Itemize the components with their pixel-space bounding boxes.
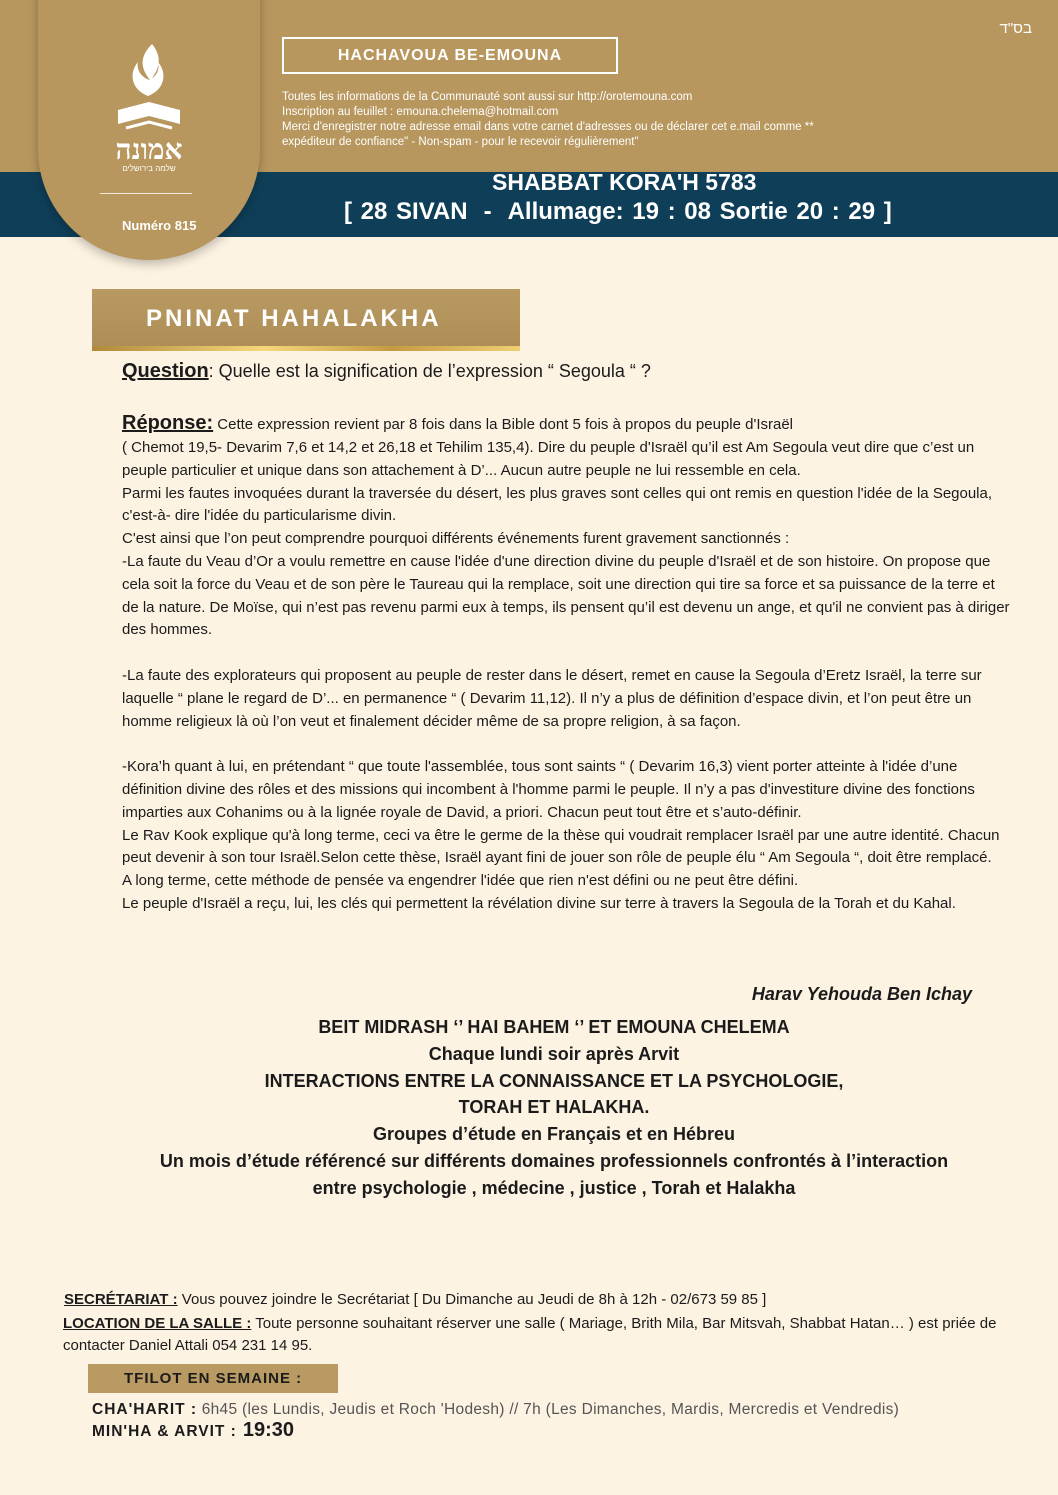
paragraph: C'est ainsi que l’on peut comprendre pourquoi différents événements furent gravement sanctionnés : xyxy=(122,530,790,548)
article-body xyxy=(122,437,1014,916)
paragraph-spacer xyxy=(122,642,1014,665)
paragraph: A long terme, cette méthode de pensée va engendrer l'idée que rien n'est défini ou ne peut être défini. xyxy=(122,872,799,890)
issue-number: Numéro 815 xyxy=(122,218,197,233)
paragraph: -Kora’h quant à lui, en prétendant “ que toute l'assemblée, tous sont saints “ ( Devarim 16,3) vient porter atteinte à l'idée d’une définition divine des rôles et des missions qui incombent à l'homme parmi le peuple. Il n’y a pas d'investiture divine des fonctions imparties aux Cohanims ou à la lignée royale de David, a priori. Chacun peut tout être et s’auto-définir. xyxy=(122,758,975,821)
announcement-line: INTERACTIONS ENTRE LA CONNAISSANCE ET LA PSYCHOLOGIE, xyxy=(264,1070,844,1091)
announcement-line: Groupes d’étude en Français et en Hébreu xyxy=(372,1124,736,1145)
info-block xyxy=(282,90,942,150)
announcement-line: BEIT MIDRASH ‘’ HAI BAHEM ‘’ ET EMOUNA CHELEMA xyxy=(318,1017,790,1037)
chaharit-line xyxy=(92,1401,899,1419)
paragraph: -La faute des explorateurs qui proposent au peuple de rester dans le désert, remet en cause la Segoula d’Eretz Israël, la terre sur laquelle “ plane le regard de D’... en permanence “ ( Devarim 11,12). Il n’y a plus de définition d’espace divin, et l’on peut être un homme religieux là où l’on veut et finalement décider même de sa propre religion, à sa façon. xyxy=(122,666,982,730)
question-label: Question xyxy=(122,360,209,382)
paragraph-spacer xyxy=(122,733,1014,756)
shabbat-times xyxy=(344,198,892,226)
location-text: Toute personne souhaitant réserver une salle ( Mariage, Brith Mila, Bar Mitsvah, Shabbat Hatan… ) est priée de contacter Daniel Attali 054 231 14 95. xyxy=(63,1315,997,1354)
reponse-line xyxy=(122,412,793,435)
announcement-line: entre psychologie , médecine , justice , Torah et Halakha xyxy=(312,1177,796,1198)
question-text: : Quelle est la signification de l’expression “ Segoula “ ? xyxy=(208,361,651,381)
newsletter-title: HACHAVOUA BE-EMOUNA xyxy=(282,37,618,74)
announcement-line: Un mois d’étude référencé sur différents domaines professionnels confrontés à l’interaction xyxy=(159,1150,949,1171)
reponse-label: Réponse: xyxy=(122,412,214,434)
paragraph: Le Rav Kook explique qu'à long terme, ceci va être le germe de la thèse qui voudrait remplacer Israël par une autre identité. Chacun peut devenir à son tour Israël.Selon cette thèse, Israël ayant fini de jouer son rôle de peuple élu “ Am Segoula “, doit être remplacé. xyxy=(122,826,1000,867)
paragraph: -La faute du Veau d’Or a voulu remettre en cause l'idée d'une direction divine du peuple d'Israël et de son histoire. On propose que cela soit la force du Veau et de son père le Taureau qui la remplace, soit une direction qui tire sa force et sa puissance de la terre et de la nature. De Moïse, qui n’est pas revenu parmi eux à temps, ils pensent qu’il est devenu un ange, et qu'il ne convient pas à diriger des hommes. xyxy=(122,552,1010,639)
minha-label: MIN'HA & ARVIT : xyxy=(92,1423,237,1440)
author-signature: Harav Yehouda Ben Ichay xyxy=(751,984,972,1004)
paragraph: Parmi les fautes invoquées durant la traversée du désert, les plus graves sont celles qui ont remis en question l'idée de la Segoula, c'est-à- dire l'idée du particularisme divin. xyxy=(122,484,993,525)
chaharit-label: CHA'HARIT : xyxy=(92,1401,198,1418)
logo-divider xyxy=(100,193,192,194)
logo-subtitle: שלמה בירושלים xyxy=(122,164,176,173)
info-line: Toutes les informations de la Communauté sont aussi sur http://orotemouna.com xyxy=(282,91,693,103)
shabbat-title: SHABBAT KORA'H 5783 xyxy=(492,169,757,195)
logo-wordmark: אמונה xyxy=(115,133,183,166)
tfilot-banner: TFILOT EN SEMAINE : xyxy=(88,1364,338,1393)
minha-time: 19:30 xyxy=(242,1419,294,1441)
info-line: Inscription au feuillet : emouna.chelema@hotmail.com xyxy=(282,106,559,118)
info-line: expéditeur de confiance" - Non-spam - pour le recevoir régulièrement" xyxy=(282,136,639,148)
location-label: LOCATION DE LA SALLE : xyxy=(63,1315,252,1332)
reponse-first-line: Cette expression revient par 8 fois dans la Bible dont 5 fois à propos du peuple d'Israël xyxy=(213,416,794,433)
announcement-line: Chaque lundi soir après Arvit xyxy=(428,1043,680,1064)
secretariat-line xyxy=(64,1291,766,1308)
question-line xyxy=(122,360,651,383)
paragraph: Le peuple d'Israël a reçu, lui, les clés qui permettent la révélation divine sur terre à travers la Segoula de la Torah et du Kahal. xyxy=(122,894,956,912)
times-date: [ 28 SIVAN xyxy=(344,198,468,225)
paragraph: ( Chemot 19,5- Devarim 7,6 et 14,2 et 26,18 et Tehilim 135,4). Dire du peuple d'Israël qu’il est Am Segoula veut dire que c’est un peuple particulier et unique dans son attachement à D’... Aucun autre peuple ne lui ressemble en cela. xyxy=(122,439,975,479)
times-separator: - xyxy=(483,198,492,225)
secretariat-text: Vous pouvez joindre le Secrétariat [ Du Dimanche au Jeudi de 8h à 12h - 02/673 59 85 ] xyxy=(177,1291,767,1308)
minha-line xyxy=(92,1419,294,1442)
chaharit-times: 6h45 (les Lundis, Jeudis et Roch 'Hodesh) // 7h (Les Dimanches, Mardis, Mercredis et Vendredis) xyxy=(197,1401,900,1418)
times-candle-lighting: Allumage: 19 : 08 Sortie 20 : 29 ] xyxy=(507,198,892,225)
section-banner: PNINAT HAHALAKHA xyxy=(92,289,520,351)
location-line xyxy=(63,1313,1023,1357)
secretariat-label: SECRÉTARIAT : xyxy=(64,1291,178,1308)
bsd-mark: בס"ד xyxy=(999,20,1032,37)
info-line: Merci d'enregistrer notre adresse email dans votre carnet d'adresses ou de déclarer cet e.mail comme ** xyxy=(282,121,814,133)
announcement-block xyxy=(54,1014,1054,1202)
announcement-line: TORAH ET HALAKHA. xyxy=(458,1097,650,1118)
